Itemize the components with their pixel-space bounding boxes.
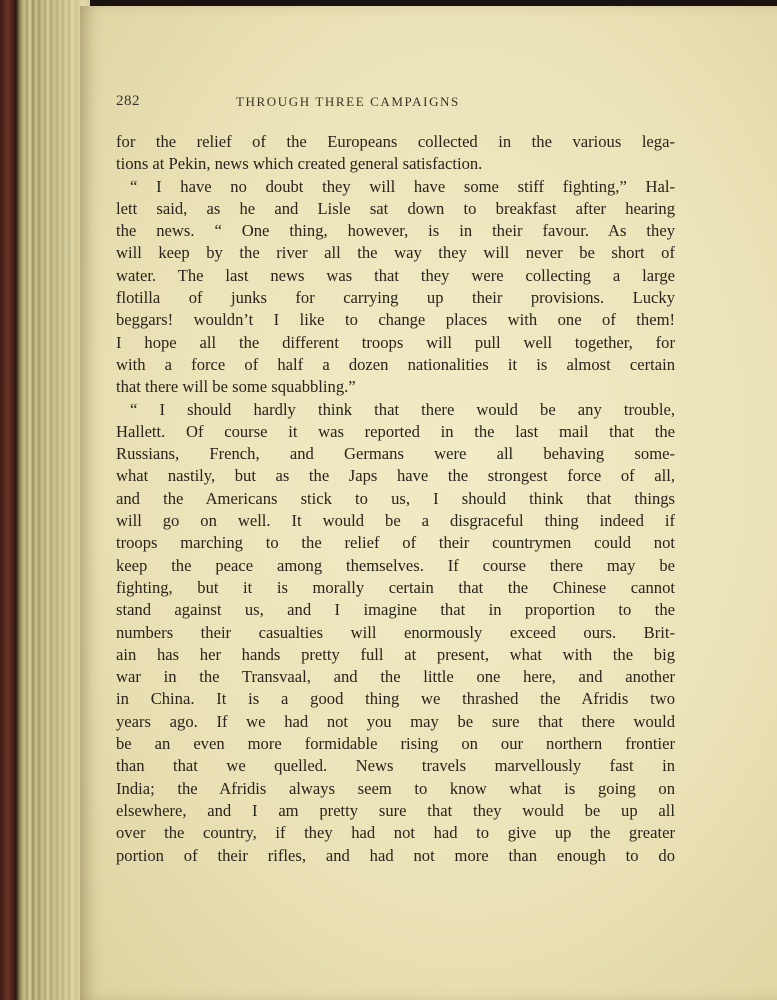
text-line: tions at Pekin, news which created general satisfaction. [116,154,483,174]
text-line: “ I should hardly think that there would be any trouble, [130,399,675,419]
text-line: elsewhere, and I am pretty sure that they would be up all [116,800,675,820]
text-line: Russians, French, and Germans were all behaving some- [116,444,675,464]
text-line: beggars! wouldn’t I like to change places with one of them! [116,310,675,330]
body-text [116,131,675,867]
text-line: flotilla of junks for carrying up their provisions. Lucky [116,288,675,308]
text-line: will go on well. It would be a disgraceful thing indeed if [116,511,675,531]
text-line: India; the Afridis always seem to know what is going on [116,778,675,798]
text-line: lett said, as he and Lisle sat down to breakfast after hearing [116,198,675,218]
text-line: will keep by the river all the way they will never be short of [116,243,675,263]
page-number: 282 [116,93,140,109]
text-line: fighting, but it is morally certain that the Chinese cannot [116,577,675,597]
text-line: war in the Transvaal, and the little one here, and another [116,667,675,687]
text-line: I hope all the different troops will pull well together, for [116,332,675,352]
text-line: keep the peace among themselves. If course there may be [116,555,675,575]
text-line: than that we quelled. News travels marvellously fast in [116,756,675,776]
text-line: ain has her hands pretty full at present, what with the big [116,644,675,664]
text-line: stand against us, and I imagine that in proportion to the [116,600,675,620]
text-line: Hallett. Of course it was reported in the last mail that the [116,421,675,441]
text-line: in China. It is a good thing we thrashed the Afridis two [116,689,675,709]
text-line: and the Americans stick to us, I should think that things [116,488,675,508]
text-line: for the relief of the Europeans collected in the various lega- [116,132,675,151]
running-title: THROUGH THREE CAMPAIGNS [236,94,460,109]
text-line: with a force of half a dozen nationalities it is almost certain [116,354,675,374]
text-line: that there will be some squabbling.” [116,377,356,397]
text-line: portion of their rifles, and had not more than enough to do [116,845,675,865]
text-line: over the country, if they had not had to give up the greater [116,823,675,843]
text-line: the news. “ One thing, however, is in their favour. As they [116,221,675,241]
text-line: water. The last news was that they were collecting a large [116,265,675,285]
book-page-edges [0,0,90,1000]
text-line: what nastily, but as the Japs have the strongest force of all, [116,466,675,486]
text-line: troops marching to the relief of their countrymen could not [116,533,675,553]
text-line: be an even more formidable rising on our northern frontier [116,734,675,754]
text-line: numbers their casualties will enormously exceed ours. Brit- [116,622,675,642]
text-line: years ago. If we had not you may be sure that there would [116,711,675,731]
text-line: “ I have no doubt they will have some stiff fighting,” Hal- [130,176,675,196]
